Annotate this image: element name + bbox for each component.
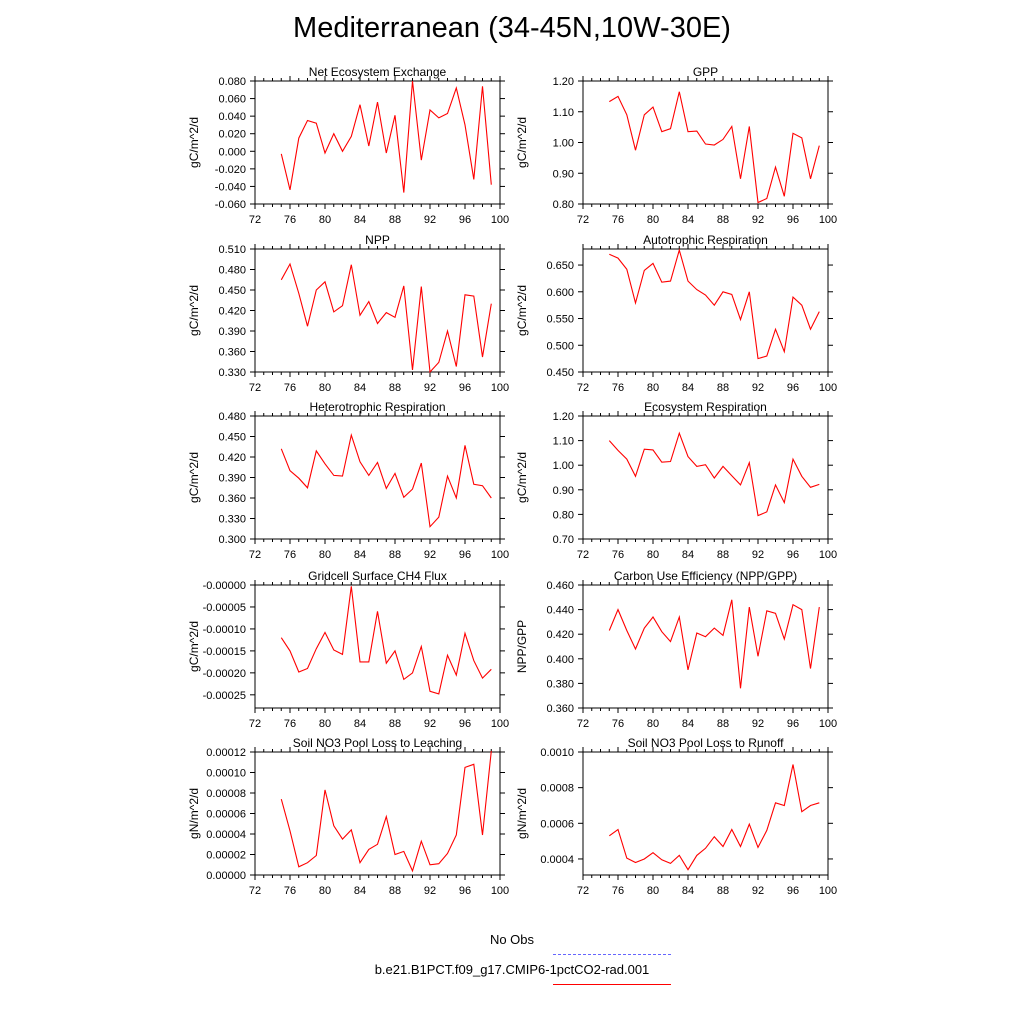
y-tick-label: -0.00015 — [202, 645, 246, 658]
series-line — [609, 765, 819, 870]
panel-8 — [515, 569, 837, 730]
x-tick-label: 100 — [818, 549, 838, 561]
x-tick-label: 100 — [490, 382, 510, 394]
x-tick-label: 84 — [681, 549, 695, 561]
y-tick-label: 1.00 — [552, 460, 574, 473]
x-tick-label: 92 — [751, 214, 765, 226]
legend-label-model-run: b.e21.B1PCT.f09_g17.CMIP6-1pctCO2-rad.001 — [374, 962, 650, 977]
y-tick-label: 1.20 — [552, 411, 574, 423]
x-tick-label: 92 — [423, 382, 437, 394]
y-axis-label: gC/m^2/d — [515, 452, 529, 503]
y-tick-label: 1.00 — [552, 137, 574, 150]
y-tick-label: 0.00002 — [206, 849, 246, 862]
x-tick-label: 100 — [818, 718, 838, 730]
series-line — [281, 81, 491, 193]
y-tick-label: 0.0008 — [540, 782, 574, 795]
panel-6 — [515, 400, 837, 561]
x-tick-label: 72 — [248, 885, 262, 897]
y-axis-label: gC/m^2/d — [187, 621, 201, 672]
x-tick-label: 84 — [681, 382, 695, 394]
x-tick-label: 84 — [353, 718, 367, 730]
x-tick-label: 92 — [751, 718, 765, 730]
y-tick-label: -0.020 — [214, 163, 246, 176]
y-tick-label: 0.650 — [546, 260, 574, 273]
panel-title: Autotrophic Respiration — [643, 233, 768, 247]
series-line — [609, 600, 819, 689]
x-tick-label: 84 — [681, 718, 695, 730]
x-tick-label: 84 — [681, 214, 695, 226]
series-line — [609, 433, 819, 515]
x-tick-label: 96 — [786, 718, 800, 730]
y-tick-label: 0.360 — [218, 346, 246, 359]
y-tick-label: 0.600 — [546, 286, 574, 299]
y-tick-label: -0.00000 — [202, 580, 246, 592]
x-tick-label: 100 — [818, 214, 838, 226]
x-tick-label: 88 — [388, 549, 402, 561]
legend-line-model-run — [553, 984, 671, 985]
x-tick-label: 96 — [458, 214, 472, 226]
x-tick-label: 100 — [490, 549, 510, 561]
y-tick-label: 0.00008 — [206, 788, 246, 800]
y-tick-label: 1.10 — [552, 435, 574, 448]
y-tick-label: -0.00010 — [202, 623, 246, 636]
x-tick-label: 76 — [611, 885, 625, 897]
y-tick-label: 0.70 — [552, 534, 574, 546]
x-tick-label: 80 — [318, 382, 332, 394]
x-tick-label: 84 — [353, 382, 367, 394]
x-tick-label: 92 — [751, 885, 765, 897]
x-tick-label: 76 — [611, 382, 625, 394]
x-tick-label: 80 — [646, 885, 660, 897]
x-tick-label: 72 — [576, 549, 590, 561]
panel-4 — [515, 233, 837, 394]
panel-7 — [187, 569, 509, 730]
y-axis-label: gC/m^2/d — [515, 117, 529, 168]
y-tick-label: 0.450 — [218, 431, 246, 444]
x-tick-label: 72 — [248, 214, 262, 226]
y-tick-label: 0.420 — [546, 629, 574, 642]
panel-3 — [187, 233, 509, 394]
y-tick-label: -0.040 — [214, 181, 246, 194]
y-tick-label: 0.0010 — [540, 747, 574, 759]
y-axis-label: gN/m^2/d — [515, 788, 529, 839]
y-tick-label: 0.0006 — [540, 818, 574, 831]
y-tick-label: 0.00006 — [206, 808, 246, 821]
series-line — [281, 751, 491, 871]
x-tick-label: 88 — [388, 214, 402, 226]
y-axis-label: gC/m^2/d — [187, 117, 201, 168]
y-tick-label: 0.420 — [218, 452, 246, 464]
y-tick-label: 0.020 — [218, 128, 246, 141]
x-tick-label: 88 — [388, 382, 402, 394]
panel-title: Ecosystem Respiration — [644, 400, 767, 414]
y-tick-label: 0.360 — [218, 493, 246, 505]
panel-title: Soil NO3 Pool Loss to Leaching — [292, 736, 463, 750]
x-tick-label: 92 — [751, 382, 765, 394]
y-tick-label: 0.90 — [552, 484, 574, 497]
y-tick-label: 1.10 — [552, 106, 574, 119]
x-tick-label: 92 — [423, 549, 437, 561]
x-tick-label: 72 — [576, 718, 590, 730]
y-tick-label: 0.480 — [218, 264, 246, 277]
x-tick-label: 80 — [318, 549, 332, 561]
y-tick-label: 0.00010 — [206, 767, 246, 780]
x-tick-label: 72 — [248, 549, 262, 561]
x-tick-label: 76 — [283, 718, 297, 730]
x-tick-label: 80 — [646, 718, 660, 730]
y-tick-label: 0.390 — [218, 472, 246, 485]
x-tick-label: 84 — [353, 214, 367, 226]
x-tick-label: 76 — [611, 718, 625, 730]
y-tick-label: 0.300 — [218, 534, 246, 546]
x-tick-label: 84 — [681, 885, 695, 897]
x-tick-label: 72 — [248, 718, 262, 730]
x-tick-label: 88 — [716, 885, 730, 897]
y-tick-label: 0.80 — [552, 509, 574, 522]
panel-2 — [515, 65, 837, 226]
x-tick-label: 100 — [490, 885, 510, 897]
y-tick-label: 0.500 — [546, 340, 574, 353]
legend-line-no-obs — [553, 954, 671, 955]
x-tick-label: 96 — [458, 549, 472, 561]
x-tick-label: 84 — [353, 885, 367, 897]
panel-1 — [187, 65, 509, 226]
panel-10 — [515, 736, 837, 897]
y-tick-label: -0.060 — [214, 199, 246, 211]
x-tick-label: 100 — [818, 885, 838, 897]
y-tick-label: 0.330 — [218, 513, 246, 526]
x-tick-label: 76 — [611, 214, 625, 226]
x-tick-label: 88 — [388, 885, 402, 897]
x-tick-label: 100 — [490, 718, 510, 730]
y-tick-label: -0.00005 — [202, 601, 246, 614]
y-tick-label: 0.380 — [546, 678, 574, 691]
y-tick-label: 0.450 — [218, 285, 246, 297]
y-tick-label: 0.400 — [546, 653, 574, 666]
x-tick-label: 96 — [786, 549, 800, 561]
x-tick-label: 84 — [353, 549, 367, 561]
y-tick-label: 0.360 — [546, 703, 574, 715]
panel-title: Heterotrophic Respiration — [309, 400, 446, 414]
x-tick-label: 100 — [818, 382, 838, 394]
y-tick-label: 0.040 — [218, 111, 246, 124]
figure-title: Mediterranean (34-45N,10W-30E) — [293, 12, 731, 44]
series-line — [281, 435, 491, 527]
x-tick-label: 72 — [576, 214, 590, 226]
y-tick-label: 0.00004 — [206, 829, 246, 841]
y-tick-label: 0.450 — [546, 367, 574, 379]
x-tick-label: 76 — [283, 214, 297, 226]
plot-frame — [583, 416, 828, 539]
y-tick-label: 0.420 — [218, 305, 246, 318]
x-tick-label: 80 — [318, 885, 332, 897]
y-axis-label: gC/m^2/d — [187, 285, 201, 336]
y-tick-label: 0.390 — [218, 326, 246, 338]
panel-title: GPP — [692, 65, 719, 79]
x-tick-label: 80 — [646, 382, 660, 394]
y-tick-label: 0.0004 — [540, 853, 574, 866]
y-axis-label: gN/m^2/d — [187, 788, 201, 839]
y-tick-label: 0.440 — [546, 604, 574, 617]
x-tick-label: 92 — [751, 549, 765, 561]
y-axis-label: gC/m^2/d — [187, 452, 201, 503]
y-tick-label: 0.460 — [546, 580, 574, 592]
y-tick-label: -0.00020 — [202, 667, 246, 680]
x-tick-label: 76 — [283, 382, 297, 394]
x-tick-label: 96 — [458, 718, 472, 730]
x-tick-label: 92 — [423, 214, 437, 226]
y-tick-label: 0.480 — [218, 411, 246, 423]
x-tick-label: 80 — [646, 549, 660, 561]
panel-9 — [187, 736, 509, 897]
x-tick-label: 76 — [283, 549, 297, 561]
x-tick-label: 92 — [423, 718, 437, 730]
x-tick-label: 88 — [716, 214, 730, 226]
x-tick-label: 80 — [318, 214, 332, 226]
x-tick-label: 76 — [611, 549, 625, 561]
series-line — [609, 250, 819, 359]
series-line — [281, 586, 491, 694]
panel-title: Soil NO3 Pool Loss to Runoff — [627, 736, 784, 750]
plot-frame — [583, 585, 828, 708]
series-line — [281, 264, 491, 372]
panel-title: Carbon Use Efficiency (NPP/GPP) — [613, 569, 798, 583]
legend-label-no-obs: No Obs — [489, 932, 535, 947]
x-tick-label: 96 — [458, 382, 472, 394]
x-tick-label: 92 — [423, 885, 437, 897]
x-tick-label: 88 — [388, 718, 402, 730]
y-axis-label: gC/m^2/d — [515, 285, 529, 336]
x-tick-label: 72 — [576, 885, 590, 897]
x-tick-label: 96 — [786, 382, 800, 394]
y-tick-label: 0.00000 — [206, 870, 246, 882]
x-tick-label: 96 — [786, 885, 800, 897]
plot-frame — [255, 81, 500, 204]
panel-title: Net Ecosystem Exchange — [308, 65, 447, 79]
plot-frame — [255, 585, 500, 708]
y-tick-label: -0.00025 — [202, 689, 246, 702]
y-tick-label: 1.20 — [552, 76, 574, 88]
panel-title: NPP — [365, 233, 390, 247]
x-tick-label: 88 — [716, 382, 730, 394]
y-tick-label: 0.550 — [546, 313, 574, 326]
y-tick-label: 0.060 — [218, 93, 246, 106]
x-tick-label: 88 — [716, 718, 730, 730]
plot-frame — [255, 752, 500, 875]
y-tick-label: 0.90 — [552, 168, 574, 181]
panel-title: Gridcell Surface CH4 Flux — [308, 569, 447, 583]
y-tick-label: 0.080 — [218, 76, 246, 88]
x-tick-label: 80 — [318, 718, 332, 730]
y-tick-label: 0.000 — [218, 146, 246, 159]
y-tick-label: 0.330 — [218, 367, 246, 379]
series-line — [609, 92, 819, 203]
plot-frame — [255, 416, 500, 539]
x-tick-label: 76 — [283, 885, 297, 897]
x-tick-label: 100 — [490, 214, 510, 226]
panel-5 — [187, 400, 509, 561]
y-tick-label: 0.00012 — [206, 747, 246, 759]
x-tick-label: 96 — [786, 214, 800, 226]
x-tick-label: 88 — [716, 549, 730, 561]
y-tick-label: 0.80 — [552, 199, 574, 211]
y-tick-label: 0.510 — [218, 244, 246, 256]
x-tick-label: 96 — [458, 885, 472, 897]
x-tick-label: 72 — [248, 382, 262, 394]
x-tick-label: 80 — [646, 214, 660, 226]
y-axis-label: NPP/GPP — [515, 619, 529, 674]
x-tick-label: 72 — [576, 382, 590, 394]
